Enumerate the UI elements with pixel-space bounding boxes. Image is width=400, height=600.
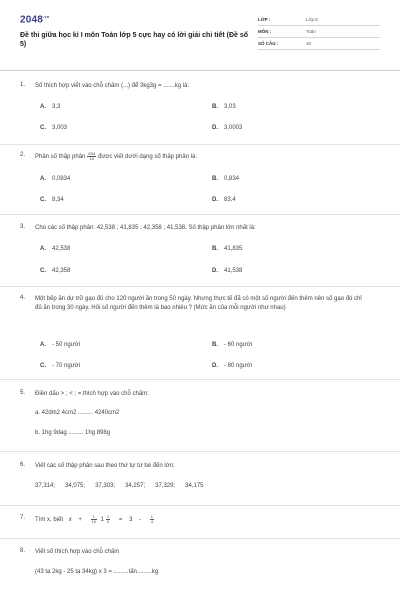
equals-sign: = (118, 517, 123, 524)
number-item: 37,314; (35, 483, 56, 489)
option-value: - 50 người (52, 342, 80, 348)
number-item: 37,303; (95, 483, 116, 489)
option-d[interactable] (212, 268, 242, 274)
meta-value: Toán (306, 29, 316, 34)
number-list (35, 483, 204, 489)
fraction (106, 515, 110, 524)
option-b[interactable] (212, 176, 239, 182)
option-value: - 70 người (52, 363, 80, 369)
option-d[interactable] (212, 197, 236, 203)
number-item: 34,257; (125, 483, 146, 489)
fraction-numerator: 1 (107, 514, 110, 519)
question-divider (0, 379, 400, 380)
option-value: 3,03 (224, 104, 236, 110)
question-3 (20, 224, 380, 284)
question-6 (20, 462, 380, 502)
option-b[interactable] (212, 104, 236, 110)
minus-sign: - (139, 517, 142, 524)
number-item: 34,175 (185, 483, 204, 489)
option-key: A. (40, 104, 46, 110)
option-value: 8,34 (52, 197, 64, 203)
question-divider (0, 144, 400, 145)
number-item: 34,075; (65, 483, 86, 489)
option-value: 42,358 (52, 268, 71, 274)
option-key: B. (212, 246, 218, 252)
option-a[interactable] (40, 246, 70, 252)
fraction (87, 152, 96, 161)
question-text: Số thích hợp viết vào chỗ chấm (...) để 3kg3g = .......kg là: (35, 83, 190, 89)
option-value: 0,0834 (52, 176, 71, 182)
question-8 (20, 548, 380, 588)
question-text-lead: Tìm x, biết (35, 517, 64, 524)
fraction-numerator: 1 (91, 515, 97, 520)
meta-key: MÔN : (258, 29, 272, 34)
question-7 (20, 515, 380, 537)
question-number: 6. (20, 462, 26, 468)
option-key: D. (212, 197, 218, 203)
question-number: 2. (20, 152, 26, 158)
question-divider (0, 214, 400, 215)
option-value: 3,3 (52, 104, 61, 110)
mixed-whole: 1 (100, 517, 105, 524)
header-divider (0, 70, 400, 71)
variable-x: x (68, 517, 72, 524)
option-b[interactable] (212, 246, 242, 252)
option-a[interactable] (40, 176, 70, 182)
option-value: - 60 người (224, 342, 252, 348)
option-d[interactable] (212, 363, 252, 369)
option-value: 42,538 (52, 246, 71, 252)
question-5 (20, 390, 380, 450)
option-value: - 80 người (224, 363, 252, 369)
number-item: 37,329; (155, 483, 176, 489)
meta-value: 10 (306, 41, 312, 46)
question-number: 1. (20, 82, 26, 88)
option-key: C. (40, 363, 46, 369)
option-key: B. (212, 104, 218, 110)
option-key: C. (40, 125, 46, 131)
option-a[interactable] (40, 104, 60, 110)
meta-key: LỚP : (258, 17, 271, 22)
question-divider (0, 538, 400, 539)
option-c[interactable] (40, 363, 80, 369)
question-number: 3. (20, 224, 26, 230)
answer-line-b: b. 1hg 9dag ......... 1hg 898g (35, 430, 111, 436)
option-key: D. (212, 125, 218, 131)
meta-value: Lớp 5 (306, 17, 318, 22)
option-key: B. (212, 176, 218, 182)
option-c[interactable] (40, 268, 70, 274)
question-text: Viết số thích hợp vào chỗ chấm (35, 549, 120, 555)
option-b[interactable] (212, 342, 252, 348)
option-key: D. (212, 363, 218, 369)
fraction (91, 515, 97, 524)
question-text: Viết các số thập phân sau theo thứ tự từ bé đến lớn: (35, 463, 175, 469)
question-text-before: Phân số thập phân (35, 154, 86, 161)
site-logo[interactable] (20, 14, 49, 25)
fraction-numerator: 834 (88, 151, 96, 156)
answer-line: (43 tạ 2kg - 25 tạ 34kg) x 3 = .........tấn.........kg (35, 569, 159, 575)
option-key: C. (40, 197, 46, 203)
question-2 (20, 152, 380, 212)
question-text: Một bếp ăn dự trữ gạo đủ cho 120 người ăn trong 50 ngày. Nhưng thực tế đã có một số người đến thêm nên số gạo đó chỉ đủ ăn trong 30 ngày. Hỏi số người đến thêm là bao nhiêu ? (Mức ăn của mỗi người như nhau) (35, 296, 362, 311)
question-number: 7. (20, 515, 26, 521)
meta-row-count (258, 38, 380, 50)
question-divider (0, 505, 400, 506)
option-value: 3,003 (52, 125, 68, 131)
plus-sign: + (78, 517, 82, 524)
fraction-denominator: 10 (91, 519, 96, 524)
question-1 (20, 82, 380, 142)
question-number: 8. (20, 548, 26, 554)
option-value: 41,538 (224, 268, 243, 274)
meta-key: SỐ CÂU : (258, 41, 279, 46)
fraction-denominator: 10 (89, 156, 94, 161)
fraction (150, 515, 154, 524)
option-key: C. (40, 268, 46, 274)
option-d[interactable] (212, 125, 242, 131)
option-key: A. (40, 342, 46, 348)
rhs-value: 3 (129, 517, 133, 524)
question-text (35, 152, 370, 162)
option-key: A. (40, 246, 46, 252)
meta-table (258, 14, 380, 50)
fraction-denominator: 2 (107, 519, 110, 524)
meta-row-class (258, 14, 380, 26)
option-value: 83,4 (224, 197, 236, 203)
question-text-after: được viết dưới dạng số thập phân là: (98, 154, 198, 161)
question-number: 4. (20, 295, 26, 301)
option-value: 41,835 (224, 246, 243, 252)
page-title: Đề thi giữa học kì I môn Toán lớp 5 cực hay có lời giải chi tiết (Đề số 5) (20, 32, 249, 48)
option-key: B. (212, 342, 218, 348)
question-divider (0, 286, 400, 287)
question-text (35, 515, 370, 525)
option-a[interactable] (40, 342, 80, 348)
question-text: Cho các số thập phân: 42,538 ; 41,835 ; 42,358 ; 41,538. Số thập phân lớn nhất là: (35, 225, 256, 231)
fraction-numerator: 1 (150, 514, 154, 519)
question-4 (20, 295, 380, 375)
option-key: A. (40, 176, 46, 182)
header (20, 14, 380, 58)
option-value: 0,834 (224, 176, 240, 182)
logo-text: 2048 (20, 14, 44, 26)
option-c[interactable] (40, 197, 64, 203)
answer-line-a: a. 42dm2 4cm2 ......... 4240cm2 (35, 410, 120, 416)
question-text: Điền dấu > ; < ; = thích hợp vào chỗ chấm: (35, 391, 149, 397)
option-key: D. (212, 268, 218, 274)
option-c[interactable] (40, 125, 67, 131)
option-value: 3,0003 (224, 125, 243, 131)
question-divider (0, 451, 400, 452)
logo-suffix: .vn (43, 14, 50, 19)
fraction-denominator: 4 (150, 519, 154, 524)
question-number: 5. (20, 390, 26, 396)
meta-row-subject (258, 26, 380, 38)
